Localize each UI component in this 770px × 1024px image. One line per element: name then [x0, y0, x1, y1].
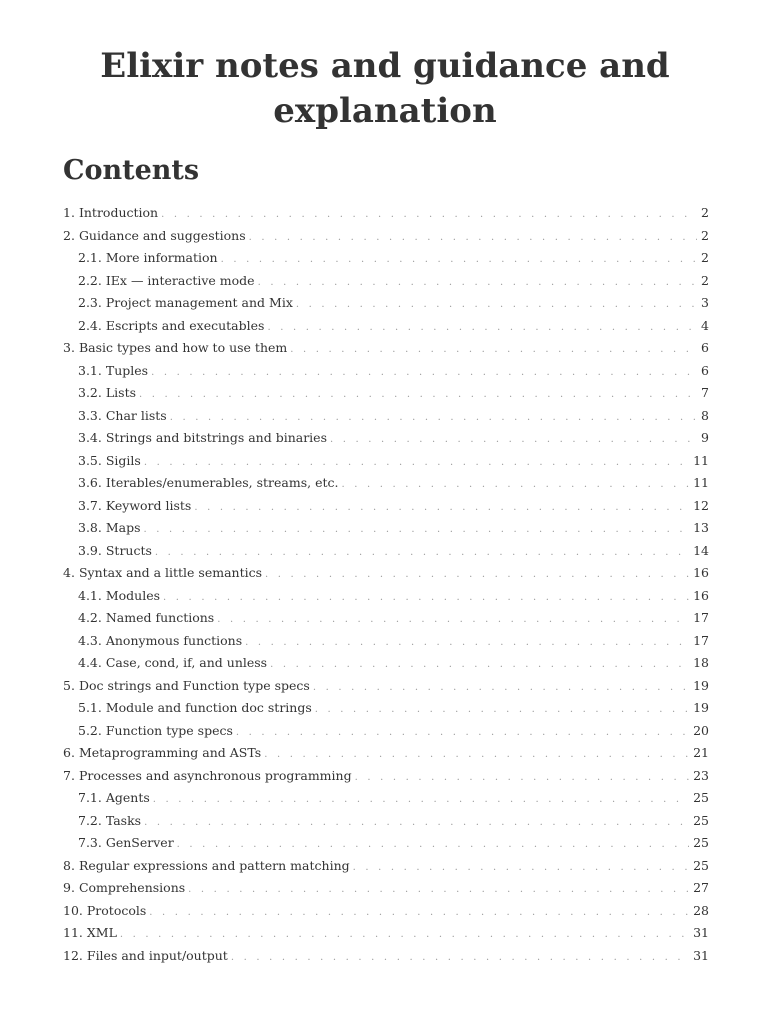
toc-dot-leader — [330, 429, 697, 452]
toc-entry-title[interactable]: Comprehensions — [78, 880, 186, 895]
toc-entry-page-number: 31 — [693, 925, 709, 940]
toc-entry-number: 7. — [63, 767, 75, 783]
toc-entry-page-number: 25 — [693, 857, 709, 873]
toc-dot-leader — [144, 812, 689, 835]
toc-entry-title[interactable]: Sigils — [105, 452, 141, 468]
toc-entry-number: 2.4. — [78, 317, 102, 333]
toc-dot-leader — [290, 339, 697, 362]
toc-entry[interactable] — [63, 675, 709, 698]
toc-entry-title[interactable]: Escripts and executables — [105, 317, 265, 333]
toc-entry-title[interactable]: Maps — [105, 520, 141, 535]
toc-dot-leader — [149, 902, 689, 925]
toc-entry[interactable] — [63, 405, 709, 428]
toc-entry-number: 7.1. — [78, 790, 102, 805]
toc-entry-number: 3.2. — [78, 385, 102, 400]
toc-entry-title[interactable]: Protocols — [86, 902, 147, 918]
toc-entry-page-number: 16 — [693, 587, 709, 603]
toc-entry[interactable] — [63, 517, 709, 540]
toc-dot-leader — [236, 722, 689, 745]
toc-entry-page-number: 6 — [701, 340, 709, 355]
toc-entry-number: 9. — [63, 880, 75, 895]
toc-entry-page-number: 17 — [693, 610, 709, 625]
toc-entry-title[interactable]: Strings and bitstrings and binaries — [105, 430, 327, 445]
toc-entry[interactable] — [63, 832, 709, 855]
toc-dot-leader — [258, 272, 697, 295]
toc-entry-number: 4.3. — [78, 632, 102, 648]
toc-entry[interactable] — [63, 742, 709, 765]
toc-entry-number: 8. — [63, 857, 75, 873]
toc-entry[interactable] — [63, 292, 709, 315]
toc-entry[interactable] — [63, 360, 709, 383]
toc-entry[interactable] — [63, 315, 709, 338]
toc-entry-title[interactable]: Named functions — [105, 610, 215, 625]
toc-dot-leader — [221, 249, 697, 272]
toc-entry-number: 12. — [63, 947, 83, 963]
toc-dot-leader — [296, 294, 697, 317]
toc-dot-leader — [170, 407, 697, 430]
toc-dot-leader — [315, 699, 689, 722]
toc-entry-title[interactable]: Agents — [105, 790, 150, 805]
toc-entry-page-number: 25 — [693, 835, 709, 850]
toc-entry-page-number: 18 — [693, 655, 709, 670]
toc-entry-number: 2.3. — [78, 295, 102, 310]
toc-entry[interactable] — [63, 450, 709, 473]
toc-dot-leader — [353, 857, 689, 880]
toc-entry[interactable] — [63, 225, 709, 248]
toc-entry-title[interactable]: Project management and Mix — [105, 295, 293, 310]
toc-entry-title[interactable]: Function type specs — [105, 722, 233, 738]
toc-entry-page-number: 12 — [693, 497, 709, 513]
toc-dot-leader — [144, 519, 690, 542]
toc-entry-title[interactable]: Case, cond, if, and unless — [105, 655, 268, 670]
toc-entry-title[interactable]: Lists — [105, 385, 137, 400]
toc-dot-leader — [188, 879, 689, 902]
toc-entry-number: 3.6. — [78, 475, 102, 490]
toc-entry-number: 3.9. — [78, 542, 102, 558]
toc-entry-number: 5.2. — [78, 722, 102, 738]
toc-dot-leader — [139, 384, 697, 407]
toc-entry[interactable] — [63, 652, 709, 675]
toc-entry-page-number: 25 — [693, 790, 709, 805]
toc-entry-title[interactable]: IEx — interactive mode — [105, 272, 255, 288]
toc-entry-title[interactable]: More information — [105, 250, 218, 265]
toc-entry[interactable] — [63, 810, 709, 833]
toc-dot-leader — [313, 677, 689, 700]
toc-entry-number: 2.2. — [78, 272, 102, 288]
toc-entry-number: 1. — [63, 205, 75, 220]
toc-entry-title[interactable]: Regular expressions and pattern matching — [78, 857, 350, 873]
toc-entry[interactable] — [63, 720, 709, 743]
toc-entry[interactable] — [63, 382, 709, 405]
toc-dot-leader — [155, 542, 689, 565]
toc-entry-title[interactable]: Syntax and a little semantics — [78, 565, 263, 580]
toc-entry-number: 3.7. — [78, 497, 102, 513]
toc-entry[interactable] — [63, 630, 709, 653]
toc-entry-title[interactable]: Anonymous functions — [105, 632, 243, 648]
toc-dot-leader — [341, 474, 689, 497]
toc-dot-leader — [270, 654, 689, 677]
toc-entry[interactable] — [63, 855, 709, 878]
toc-dot-leader — [177, 834, 689, 857]
toc-dot-leader — [264, 744, 689, 767]
toc-entry-page-number: 13 — [693, 520, 709, 535]
toc-entry-title[interactable]: GenServer — [105, 835, 174, 850]
toc-entry-page-number: 4 — [701, 317, 709, 333]
toc-dot-leader — [163, 587, 689, 610]
toc-entry[interactable] — [63, 472, 709, 495]
toc-entry-page-number: 19 — [693, 700, 709, 715]
toc-dot-leader — [144, 452, 689, 475]
toc-entry-page-number: 14 — [693, 542, 709, 558]
toc-entry-number: 2. — [63, 227, 75, 243]
toc-entry-page-number: 3 — [701, 295, 709, 310]
toc-entry-title[interactable]: Tuples — [105, 362, 149, 378]
toc-entry-page-number: 8 — [701, 407, 709, 423]
toc-entry[interactable] — [63, 427, 709, 450]
toc-dot-leader — [267, 317, 697, 340]
toc-entry[interactable] — [63, 945, 709, 968]
toc-entry-title[interactable]: Introduction — [78, 205, 159, 220]
toc-entry-title[interactable]: Module and function doc strings — [105, 700, 312, 715]
toc-entry[interactable] — [63, 922, 709, 945]
toc-entry-number: 10. — [63, 902, 83, 918]
toc-dot-leader — [231, 947, 689, 970]
toc-entry-title[interactable]: Processes and asynchronous programming — [78, 767, 352, 783]
toc-entry-number: 7.2. — [78, 812, 102, 828]
toc-entry[interactable] — [63, 607, 709, 630]
toc-dot-leader — [265, 564, 689, 587]
toc-entry-page-number: 31 — [693, 947, 709, 963]
toc-entry[interactable] — [63, 495, 709, 518]
toc-dot-leader — [194, 497, 689, 520]
toc-entry-number: 4.4. — [78, 655, 102, 670]
toc-entry-number: 5. — [63, 677, 75, 693]
toc-entry-page-number: 20 — [693, 722, 709, 738]
toc-entry-page-number: 27 — [693, 880, 709, 895]
toc-entry-number: 3.4. — [78, 430, 102, 445]
toc-entry-number: 2.1. — [78, 250, 102, 265]
toc-entry-title[interactable]: Tasks — [105, 812, 142, 828]
toc-dot-leader — [161, 204, 697, 227]
toc-dot-leader — [245, 632, 689, 655]
toc-dot-leader — [249, 227, 697, 250]
toc-entry[interactable] — [63, 765, 709, 788]
toc-entry-title[interactable]: Metaprogramming and ASTs — [78, 745, 262, 760]
document-title: Elixir notes and guidance and explanation — [100, 46, 670, 131]
toc-entry-page-number: 9 — [701, 430, 709, 445]
toc-entry[interactable] — [63, 697, 709, 720]
toc-entry[interactable] — [63, 877, 709, 900]
toc-entry-page-number: 19 — [693, 677, 709, 693]
toc-entry-number: 4.2. — [78, 610, 102, 625]
toc-entry-page-number: 7 — [701, 385, 709, 400]
toc-entry-number: 4.1. — [78, 587, 102, 603]
toc-entry-number: 5.1. — [78, 700, 102, 715]
toc-entry-title[interactable]: Files and input/output — [86, 947, 228, 963]
toc-entry-title[interactable]: XML — [86, 925, 117, 940]
toc-entry-page-number: 6 — [701, 362, 709, 378]
toc-dot-leader — [153, 789, 689, 812]
toc-entry-title[interactable]: Basic types and how to use them — [78, 340, 288, 355]
toc-dot-leader — [355, 767, 690, 790]
toc-entry-title[interactable]: Keyword lists — [105, 497, 192, 513]
toc-entry[interactable] — [63, 540, 709, 563]
toc-entry[interactable] — [63, 337, 709, 360]
toc-entry-number: 11. — [63, 925, 83, 940]
toc-entry-page-number: 16 — [693, 565, 709, 580]
toc-entry-page-number: 17 — [693, 632, 709, 648]
toc-entry-page-number: 2 — [701, 250, 709, 265]
toc-entry-title[interactable]: Iterables/enumerables, streams, etc. — [105, 475, 339, 490]
toc-entry-page-number: 2 — [701, 205, 709, 220]
toc-entry-page-number: 11 — [693, 475, 709, 490]
toc-entry-number: 4. — [63, 565, 75, 580]
toc-heading: Contents — [63, 155, 200, 186]
toc-entry[interactable] — [63, 900, 709, 923]
toc-entry-title[interactable]: Modules — [105, 587, 161, 603]
toc-entry-number: 3.8. — [78, 520, 102, 535]
toc-entry[interactable] — [63, 202, 709, 225]
toc-entry[interactable] — [63, 585, 709, 608]
toc-entry[interactable] — [63, 787, 709, 810]
toc-entry-title[interactable]: Guidance and suggestions — [78, 227, 246, 243]
toc-entry-title[interactable]: Structs — [105, 542, 152, 558]
toc-entry-title[interactable]: Doc strings and Function type specs — [78, 677, 310, 693]
toc-entry-number: 6. — [63, 745, 75, 760]
toc-entry-number: 7.3. — [78, 835, 102, 850]
toc-entry-page-number: 11 — [693, 452, 709, 468]
toc-entry-number: 3.1. — [78, 362, 102, 378]
table-of-contents — [63, 202, 709, 967]
toc-entry-number: 3.3. — [78, 407, 102, 423]
toc-dot-leader — [151, 362, 697, 385]
toc-entry[interactable] — [63, 562, 709, 585]
toc-entry-page-number: 21 — [693, 745, 709, 760]
toc-entry-page-number: 2 — [701, 272, 709, 288]
toc-entry-title[interactable]: Char lists — [105, 407, 167, 423]
toc-dot-leader — [217, 609, 689, 632]
toc-entry[interactable] — [63, 247, 709, 270]
toc-entry-page-number: 23 — [693, 767, 709, 783]
toc-entry-number: 3.5. — [78, 452, 102, 468]
toc-entry-page-number: 28 — [693, 902, 709, 918]
toc-dot-leader — [120, 924, 689, 947]
toc-entry[interactable] — [63, 270, 709, 293]
toc-entry-page-number: 2 — [701, 227, 709, 243]
toc-entry-page-number: 25 — [693, 812, 709, 828]
toc-entry-number: 3. — [63, 340, 75, 355]
